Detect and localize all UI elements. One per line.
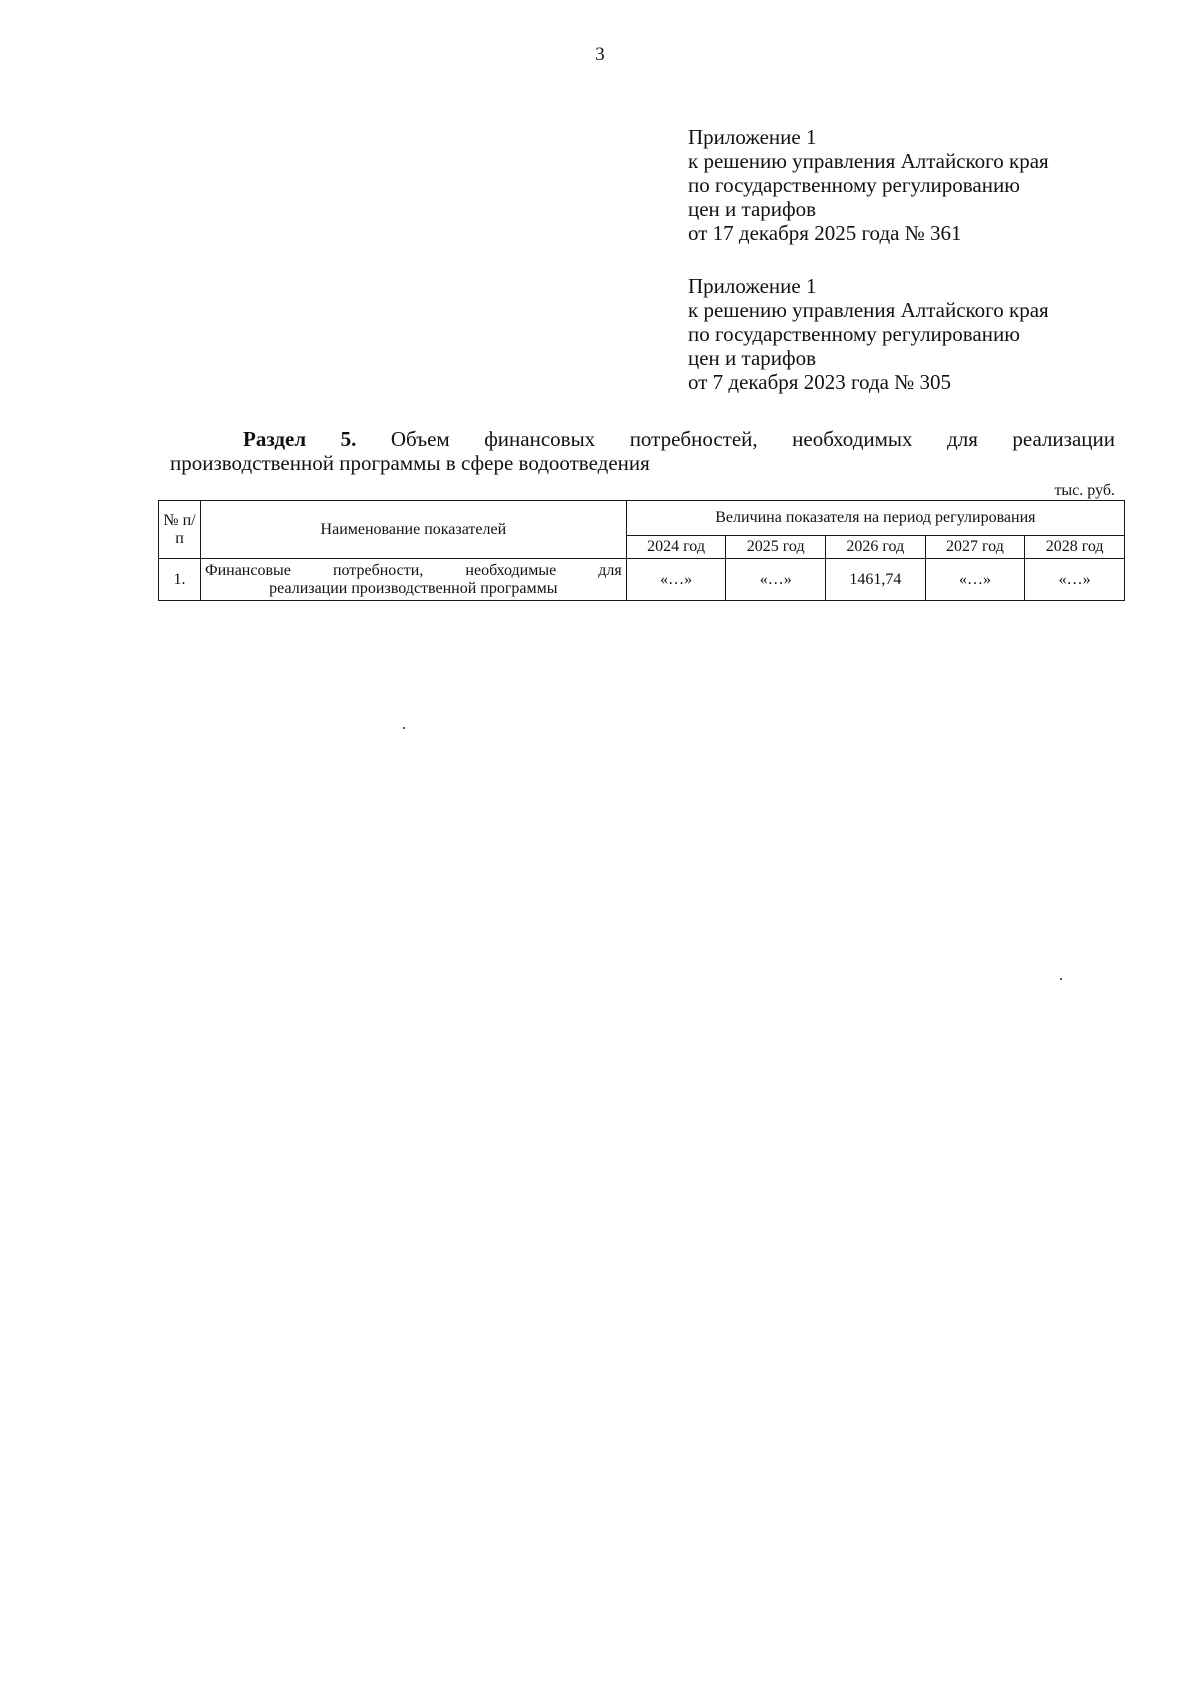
appendix-line: Приложение 1 [688,125,817,149]
row-value: «…» [1025,559,1125,601]
appendix-original-block [688,274,1168,394]
appendix-line: к решению управления Алтайского края [688,298,1049,322]
scan-speck [1060,978,1062,980]
appendix-line: от 17 декабря 2025 года № 361 [688,221,962,245]
appendix-line: от 7 декабря 2023 года № 305 [688,370,951,394]
appendix-line: Приложение 1 [688,274,817,298]
header-number: № п/п [159,501,201,559]
header-year: 2026 год [826,536,926,559]
header-name: Наименование показателей [200,501,626,559]
appendix-line: цен и тарифов [688,197,817,221]
header-year: 2024 год [626,536,726,559]
scan-speck [403,727,405,729]
section-title [170,427,1115,475]
table-row [159,559,1125,601]
header-year: 2027 год [925,536,1025,559]
header-year: 2028 год [1025,536,1125,559]
row-value: «…» [726,559,826,601]
section-title-line2: производственной программы в сфере водоотведения [170,451,650,475]
row-value: «…» [925,559,1025,601]
appendix-line: по государственному регулированию [688,322,1020,346]
page-number: 3 [595,44,605,65]
financial-needs-table [158,500,1125,601]
row-name [200,559,626,601]
section-label: Раздел 5. [243,427,357,451]
units-label: тыс. руб. [1054,482,1115,499]
row-value: 1461,74 [826,559,926,601]
row-number: 1. [159,559,201,601]
row-value: «…» [626,559,726,601]
row-name-line2: реализации производственной программы [269,579,558,597]
row-name-line1: Финансовые потребности, необходимые для [204,561,622,579]
header-year: 2025 год [726,536,826,559]
header-period-group: Величина показателя на период регулирования [626,501,1124,536]
appendix-line: по государственному регулированию [688,173,1020,197]
table-header-row [159,501,1125,536]
section-title-line1: Объем финансовых потребностей, необходимых для реализации [390,427,1115,451]
appendix-current-block [688,125,1168,245]
appendix-line: цен и тарифов [688,346,817,370]
appendix-line: к решению управления Алтайского края [688,149,1049,173]
